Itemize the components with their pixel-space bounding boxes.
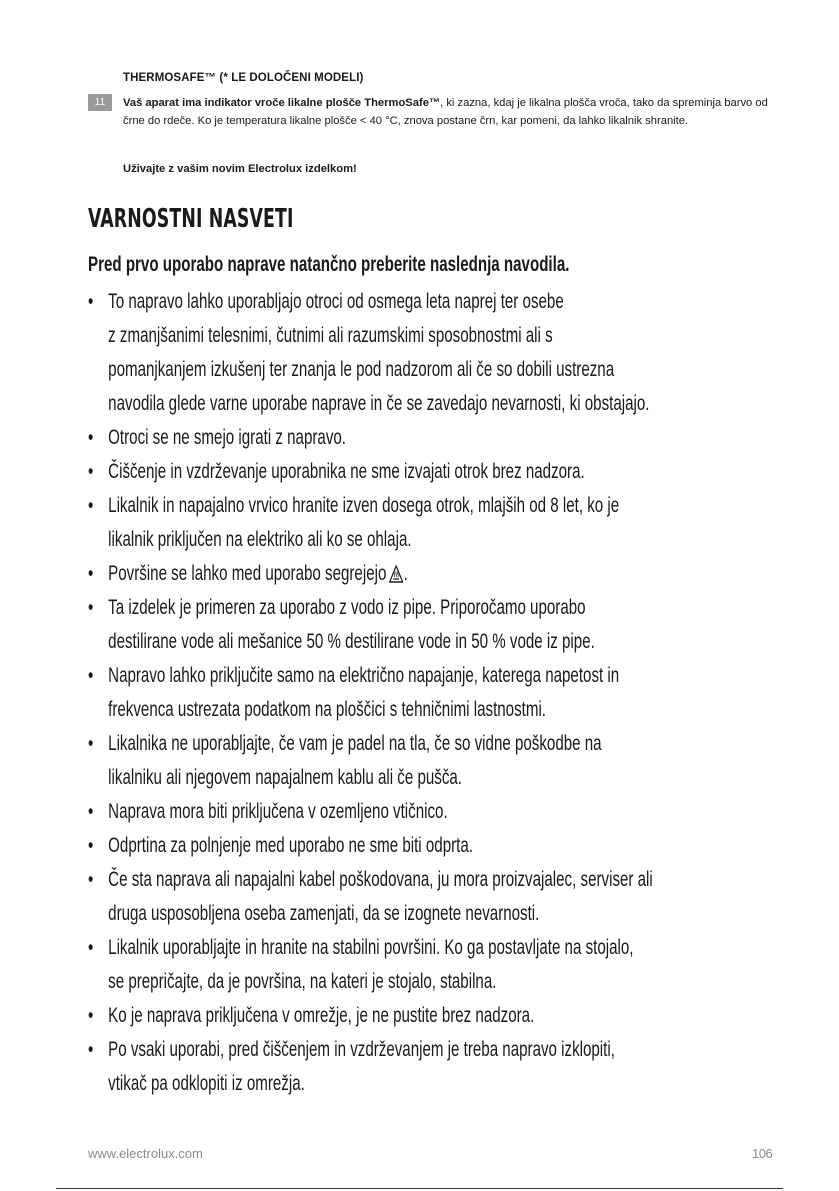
bullet-dot: • [88, 936, 94, 959]
safety-item-line: Naprava mora biti priključena v ozemljeno vtičnico. [108, 800, 448, 823]
safety-item-line: likalnik priključen na elektriko ali ko se ohlaja. [108, 528, 412, 551]
bullet-dot: • [88, 868, 94, 891]
footer-url: www.electrolux.com [88, 1146, 203, 1161]
thermosafe-heading: THERMOSAFE™ (* LE DOLOČENI MODELI) [123, 72, 364, 84]
thermosafe-description-bold: Vaš aparat ima indikator vroče likalne plošče ThermoSafe™ [123, 97, 441, 109]
safety-item-line: pomanjkanjem izkušenj ter znanja le pod nadzorom ali če so dobili ustrezna [108, 358, 615, 381]
safety-item [88, 421, 779, 455]
bullet-dot: • [88, 800, 94, 823]
safety-item [88, 591, 779, 659]
safety-item-line: z zmanjšanimi telesnimi, čutnimi ali razumskimi sposobnostmi ali s [108, 324, 553, 347]
safety-item [88, 795, 779, 829]
step-number-badge: 11 [88, 94, 112, 111]
safety-title: VARNOSTNI NASVETI [88, 204, 294, 234]
safety-item-line: Če sta naprava ali napajalni kabel poškodovana, ju mora proizvajalec, serviser ali [108, 868, 653, 891]
bullet-dot: • [88, 460, 94, 483]
safety-item-line: Napravo lahko priključite samo na električno napajanje, katerega napetost in [108, 664, 620, 687]
safety-item [88, 557, 779, 591]
safety-item-line: navodila glede varne uporabe naprave in če se zavedajo nevarnosti, ki obstajajo. [108, 392, 650, 415]
bullet-dot: • [88, 732, 94, 755]
safety-item-line: Po vsaki uporabi, pred čiščenjem in vzdrževanjem je treba napravo izklopiti, [108, 1038, 615, 1061]
safety-item [88, 999, 779, 1033]
safety-item-line: Ta izdelek je primeren za uporabo z vodo iz pipe. Priporočamo uporabo [108, 596, 586, 619]
safety-list [88, 285, 779, 1101]
safety-item-suffix: . [403, 562, 408, 585]
bullet-dot: • [88, 664, 94, 687]
thermosafe-description [123, 95, 778, 130]
bullet-dot: • [88, 596, 94, 619]
safety-item [88, 727, 779, 795]
safety-item-line: vtikač pa odklopiti iz omrežja. [108, 1072, 305, 1095]
safety-item-line: likalniku ali njegovem napajalnem kablu ali če pušča. [108, 766, 463, 789]
bullet-dot: • [88, 290, 94, 313]
bullet-dot: • [88, 1004, 94, 1027]
safety-item-line: Površine se lahko med uporabo segrejejo [108, 562, 387, 585]
bullet-dot: • [88, 426, 94, 449]
safety-item-line: Otroci se ne smejo igrati z napravo. [108, 426, 346, 449]
safety-item-line: Likalnik in napajalno vrvico hranite izven dosega otrok, mlajših od 8 let, ko je [108, 494, 620, 517]
footer-rule [56, 1188, 783, 1189]
safety-item-line: Odprtina za polnjenje med uporabo ne sme biti odprta. [108, 834, 473, 857]
safety-item-line: Ko je naprava priključena v omrežje, je ne pustite brez nadzora. [108, 1004, 535, 1027]
page-number: 106 [752, 1146, 773, 1161]
enjoy-message: Uživajte z vašim novim Electrolux izdelkom! [123, 163, 357, 175]
safety-intro: Pred prvo uporabo naprave natančno preberite naslednja navodila. [88, 253, 570, 276]
safety-item [88, 285, 779, 421]
safety-item-line: To napravo lahko uporabljajo otroci od osmega leta naprej ter osebe [108, 290, 564, 313]
safety-item [88, 489, 779, 557]
safety-item [88, 931, 779, 999]
hot-surface-warning-icon [389, 565, 403, 583]
thermosafe-description-rest: , ki zazna, kdaj je likalna plošča vroča, tako da spreminja barvo od črne do rdeče. Ko je temperatura likalne plošče < 40 °C, znova postane črn, kar pomeni, da lahko likalnik shranite. [123, 97, 768, 127]
safety-item-line: druga usposobljena oseba zamenjati, da se izognete nevarnosti. [108, 902, 540, 925]
safety-item [88, 829, 779, 863]
safety-item [88, 1033, 779, 1101]
bullet-dot: • [88, 562, 94, 585]
safety-item-line: Likalnika ne uporabljajte, če vam je padel na tla, če so vidne poškodbe na [108, 732, 602, 755]
safety-item-line: se prepričajte, da je površina, na kateri je stojalo, stabilna. [108, 970, 497, 993]
bullet-dot: • [88, 1038, 94, 1061]
bullet-dot: • [88, 834, 94, 857]
safety-item-line: Čiščenje in vzdrževanje uporabnika ne sme izvajati otrok brez nadzora. [108, 460, 585, 483]
bullet-dot: • [88, 494, 94, 517]
safety-item [88, 863, 779, 931]
safety-item-line: destilirane vode ali mešanice 50 % destilirane vode in 50 % vode iz pipe. [108, 630, 595, 653]
safety-item-line: frekvenca ustrezata podatkom na ploščici s tehničnimi lastnostmi. [108, 698, 546, 721]
safety-item [88, 659, 779, 727]
safety-item-line: Likalnik uporabljajte in hranite na stabilni površini. Ko ga postavljate na stojalo, [108, 936, 634, 959]
safety-item [88, 455, 779, 489]
